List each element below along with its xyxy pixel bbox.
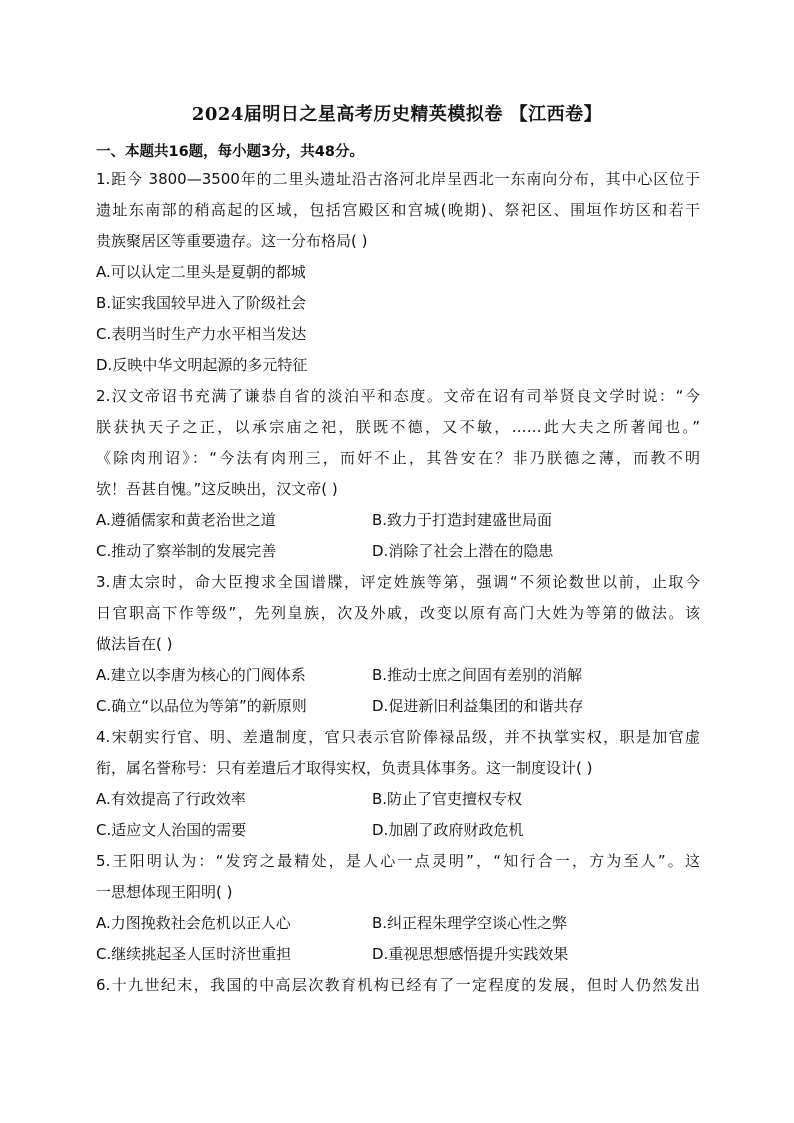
exam-title: 2024届明日之星高考历史精英模拟卷 【江西卷】 <box>191 104 603 125</box>
question-5-option-d: D.重视思想感悟提升实践效果 <box>372 945 569 963</box>
question-2-line-3: 《除肉刑诏》：“今法有肉刑三，而奸不止，其咎安在？非乃朕德之薄，而教不明 <box>96 449 700 467</box>
question-2-option-d: D.消除了社会上潜在的隐患 <box>372 542 554 560</box>
question-5-option-a: A.力图挽救社会危机以正人心 <box>96 914 291 932</box>
question-4-option-a: A.有效提高了行政效率 <box>96 790 246 808</box>
question-1-line-1: 1.距今 3800—3500年的二里头遗址沿古洛河北岸呈西北一东南向分布，其中心区位于 <box>96 170 700 188</box>
question-3-line-3: 做法旨在( ) <box>96 635 173 653</box>
question-3-line-1: 3.唐太宗时，命大臣搜求全国谱牒，评定姓族等第，强调“不须论数世以前，止取今 <box>96 573 700 591</box>
question-1-option-b: B.证实我国较早进入了阶级社会 <box>96 294 307 312</box>
question-5-option-c: C.继续挑起圣人匡时济世重担 <box>96 945 292 963</box>
question-5-option-b: B.纠正程朱理学空谈心性之弊 <box>372 914 568 932</box>
question-3-option-c: C.确立“以品位为等第”的新原则 <box>96 697 307 715</box>
question-3-option-b: B.推动士庶之间固有差别的消解 <box>372 666 583 684</box>
question-5-line-1: 5.王阳明认为：“发窍之最精处，是人心一点灵明”，“知行合一，方为至人”。这 <box>96 852 700 870</box>
question-1-line-3: 贵族聚居区等重要遗存。这一分布格局( ) <box>96 232 368 250</box>
question-2-line-2: 朕获执天子之正，以承宗庙之祀，朕既不德，又不敏，……此大夫之所著闻也。” <box>96 418 700 436</box>
question-1-option-d: D.反映中华文明起源的多元特征 <box>96 356 308 374</box>
question-2-option-c: C.推动了察举制的发展完善 <box>96 542 277 560</box>
question-2-option-b: B.致力于打造封建盛世局面 <box>372 511 553 529</box>
question-4-line-1: 4.宋朝实行官、明、差遣制度，官只表示官阶俸禄品级，并不执掌实权，职是加官虚 <box>96 728 700 746</box>
question-2-line-4: 欤！吾甚自愧。”这反映出，汉文帝( ) <box>96 480 338 498</box>
question-1-option-c: C.表明当时生产力水平相当发达 <box>96 325 307 343</box>
question-4-option-d: D.加剧了政府财政危机 <box>372 821 524 839</box>
question-5-line-2: 一思想体现王阳明( ) <box>96 883 233 901</box>
question-1-line-2: 遗址东南部的稍高起的区域，包括宫殿区和宫城(晚期)、祭祀区、围垣作坊区和若干 <box>96 201 700 219</box>
question-1-option-a: A.可以认定二里头是夏朝的都城 <box>96 263 306 281</box>
question-4-option-c: C.适应文人治国的需要 <box>96 821 247 839</box>
question-4-option-b: B.防止了官吏擅权专权 <box>372 790 523 808</box>
question-3-option-a: A.建立以李唐为核心的门阀体系 <box>96 666 306 684</box>
question-3-option-d: D.促进新旧利益集团的和谐共存 <box>372 697 584 715</box>
question-6-line-1: 6.十九世纪末，我国的中高层次教育机构已经有了一定程度的发展，但时人仍然发出 <box>96 976 700 994</box>
question-3-line-2: 日官职高下作等级”，先列皇族，次及外戚，改变以原有高门大姓为等第的做法。该 <box>96 604 700 622</box>
question-4-line-2: 衔，属名誉称号：只有差遣后才取得实权，负责具体事务。这一制度设计( ) <box>96 759 593 777</box>
section-heading: 一、本题共16题，每小题3分，共48分。 <box>96 144 364 160</box>
question-2-line-1: 2.汉文帝诏书充满了谦恭自省的淡泊平和态度。文帝在诏有司举贤良文学时说：“今 <box>96 387 700 405</box>
question-2-option-a: A.遵循儒家和黄老治世之道 <box>96 511 276 529</box>
